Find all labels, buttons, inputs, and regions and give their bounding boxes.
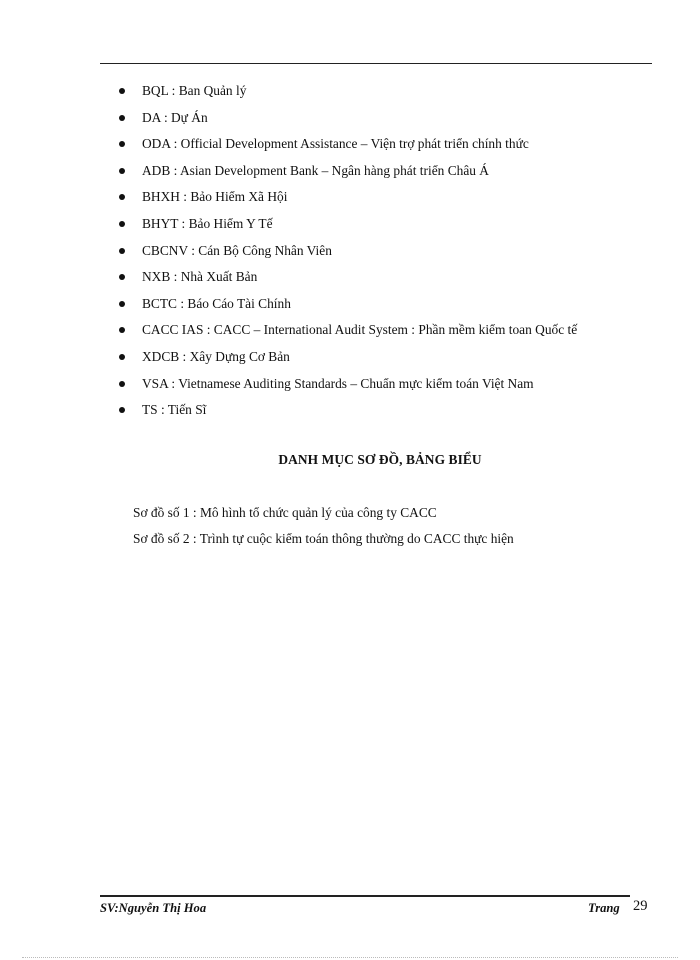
- page-edge-divider: [22, 957, 678, 958]
- abbreviation-text: BHXH : Bảo Hiểm Xã Hội: [142, 189, 288, 205]
- footer-author: SV:Nguyễn Thị Hoa: [100, 901, 207, 915]
- footer-page-label: Trang: [588, 901, 620, 915]
- abbreviation-text: TS : Tiến Sĩ: [142, 402, 207, 418]
- bullet-icon: [119, 354, 125, 360]
- abbreviation-text: BQL : Ban Quản lý: [142, 83, 247, 98]
- section-title: DANH MỤC SƠ ĐỒ, BẢNG BIỂU: [278, 452, 482, 467]
- bullet-icon: [119, 115, 125, 121]
- bullet-icon: [119, 381, 125, 387]
- abbreviation-text: ODA : Official Development Assistance – Viện trợ phát triển chính thức: [142, 136, 529, 152]
- diagram-list-item: Sơ đồ số 1 : Mô hình tổ chức quản lý của công ty CACC: [133, 505, 437, 520]
- footer-page-number: 29: [633, 898, 648, 914]
- bullet-icon: [119, 327, 125, 333]
- abbreviation-text: XDCB : Xây Dựng Cơ Bản: [142, 348, 290, 364]
- abbreviation-text: BCTC : Báo Cáo Tài Chính: [142, 295, 291, 311]
- abbreviation-text: DA : Dự Án: [142, 109, 208, 125]
- diagram-list: [133, 500, 514, 552]
- abbreviation-text: CACC IAS : CACC – International Audit System : Phần mềm kiểm toan Quốc tế: [142, 322, 578, 338]
- bullet-icon: [119, 248, 125, 254]
- bullet-icon: [119, 194, 125, 200]
- header-rule: [100, 63, 652, 64]
- bullet-icon: [119, 141, 125, 147]
- abbreviation-text: BHYT : Bảo Hiểm Y Tế: [142, 215, 273, 231]
- abbreviation-text: VSA : Vietnamese Auditing Standards – Chuẩn mực kiểm toán Việt Nam: [142, 375, 534, 391]
- diagram-list-item: Sơ đồ số 2 : Trình tự cuộc kiểm toán thông thường do CACC thực hiện: [133, 531, 514, 546]
- abbreviation-text: NXB : Nhà Xuất Bản: [142, 269, 258, 285]
- abbreviation-text: ADB : Asian Development Bank – Ngân hàng phát triển Châu Á: [142, 162, 489, 178]
- abbreviation-text: CBCNV : Cán Bộ Công Nhân Viên: [142, 242, 332, 258]
- bullet-icon: [119, 407, 125, 413]
- footer-rule: [100, 895, 630, 897]
- bullet-icon: [119, 88, 125, 94]
- bullet-icon: [119, 274, 125, 280]
- bullet-icon: [119, 168, 125, 174]
- bullet-icon: [119, 221, 125, 227]
- bullet-icon: [119, 301, 125, 307]
